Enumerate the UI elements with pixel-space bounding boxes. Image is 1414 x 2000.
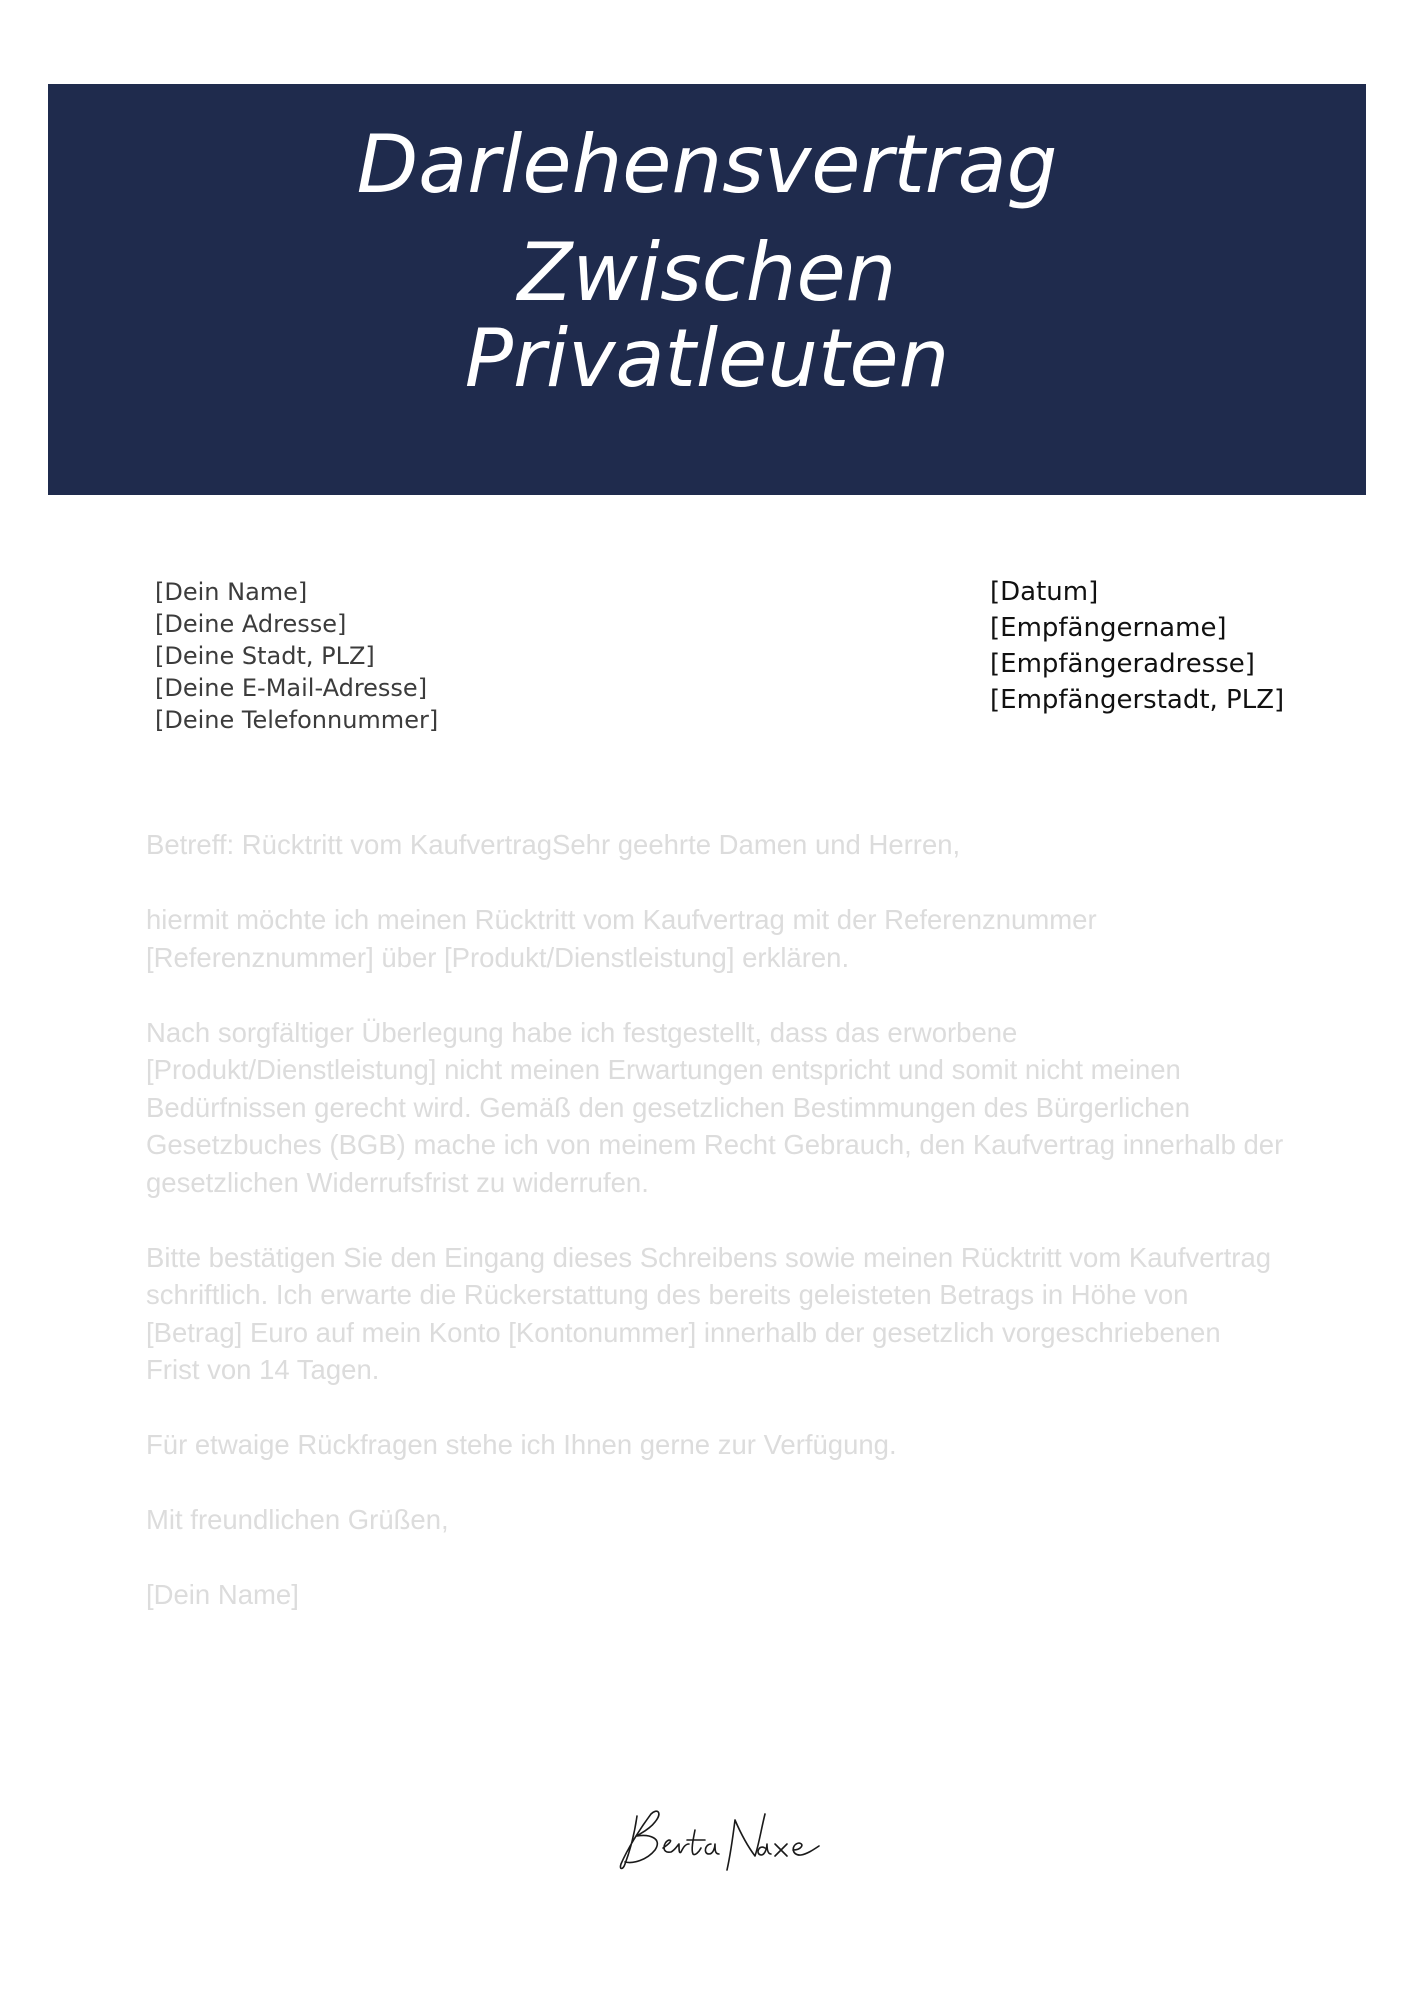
recipient-name: [Empfängername] (990, 613, 1227, 643)
sender-name: [Dein Name] (155, 578, 308, 606)
letter-date: [Datum] (990, 577, 1099, 607)
letter-body (146, 826, 1284, 1651)
subtitle-line-2: Privatleuten (464, 312, 950, 405)
paragraph-1 (146, 901, 1266, 976)
paragraph-line: Nach sorgfältiger Überlegung habe ich festgestellt, dass das erworbene (146, 1016, 1018, 1048)
paragraph-4 (146, 1426, 1266, 1464)
signoff (146, 1576, 1266, 1614)
paragraph-2 (146, 1014, 1284, 1202)
paragraph-line: Bedürfnissen gerecht wird. Gemäß den gesetzlichen Bestimmungen des Bürgerlichen (146, 1091, 1191, 1123)
paragraph-line: hiermit möchte ich meinen Rücktritt vom Kaufvertrag mit der Referenznummer (146, 904, 1097, 935)
paragraph-line: schriftlich. Ich erwarte die Rückerstattung des bereits geleisteten Betrags in Höhe von (146, 1279, 1189, 1310)
title-banner (48, 84, 1366, 495)
paragraph-line: Gesetzbuches (BGB) mache ich von meinem Recht Gebrauch, den Kaufvertrag innerhalb der (146, 1129, 1284, 1160)
sender-phone: [Deine Telefonnummer] (155, 706, 439, 734)
recipient-block (990, 574, 1284, 718)
sender-block (155, 576, 438, 736)
recipient-city: [Empfängerstadt, PLZ] (990, 685, 1285, 715)
paragraph-line: [Referenznummer] über [Produkt/Dienstleistung] erklären. (146, 941, 850, 973)
paragraph-line: gesetzlichen Widerrufsfrist zu widerrufen. (146, 1166, 649, 1198)
paragraph-line: [Betrag] Euro auf mein Konto [Kontonummer] innerhalb der gesetzlich vorgeschriebenen (146, 1316, 1221, 1348)
paragraph-line: Bitte bestätigen Sie den Eingang dieses Schreibens sowie meinen Rücktritt vom Kaufvertrag (146, 1241, 1272, 1273)
recipient-address: [Empfängeradresse] (990, 649, 1255, 679)
sender-email: [Deine E-Mail-Adresse] (155, 674, 428, 702)
document-subtitle (48, 226, 1366, 405)
paragraph-line: Frist von 14 Tagen. (146, 1354, 380, 1385)
paragraph-line: Für etwaige Rückfragen stehe ich Ihnen gerne zur Verfügung. (146, 1429, 897, 1460)
sender-city: [Deine Stadt, PLZ] (155, 642, 375, 670)
subtitle-line-1: Zwischen (517, 226, 897, 319)
paragraph-3 (146, 1239, 1272, 1389)
signoff-name: [Dein Name] (146, 1579, 299, 1610)
letter-subject (146, 826, 1266, 864)
closing-line: Mit freundlichen Grüßen, (146, 1504, 449, 1535)
document-title: Darlehensvertrag (356, 118, 1058, 211)
paragraph-line: [Produkt/Dienstleistung] nicht meinen Erwartungen entspricht und somit nicht meinen (146, 1054, 1181, 1085)
closing-formula (146, 1501, 1266, 1539)
handwritten-signature (615, 1800, 835, 1880)
sender-address: [Deine Adresse] (155, 610, 347, 638)
subject-line: Betreff: Rücktritt vom KaufvertragSehr geehrte Damen und Herren, (146, 829, 961, 860)
